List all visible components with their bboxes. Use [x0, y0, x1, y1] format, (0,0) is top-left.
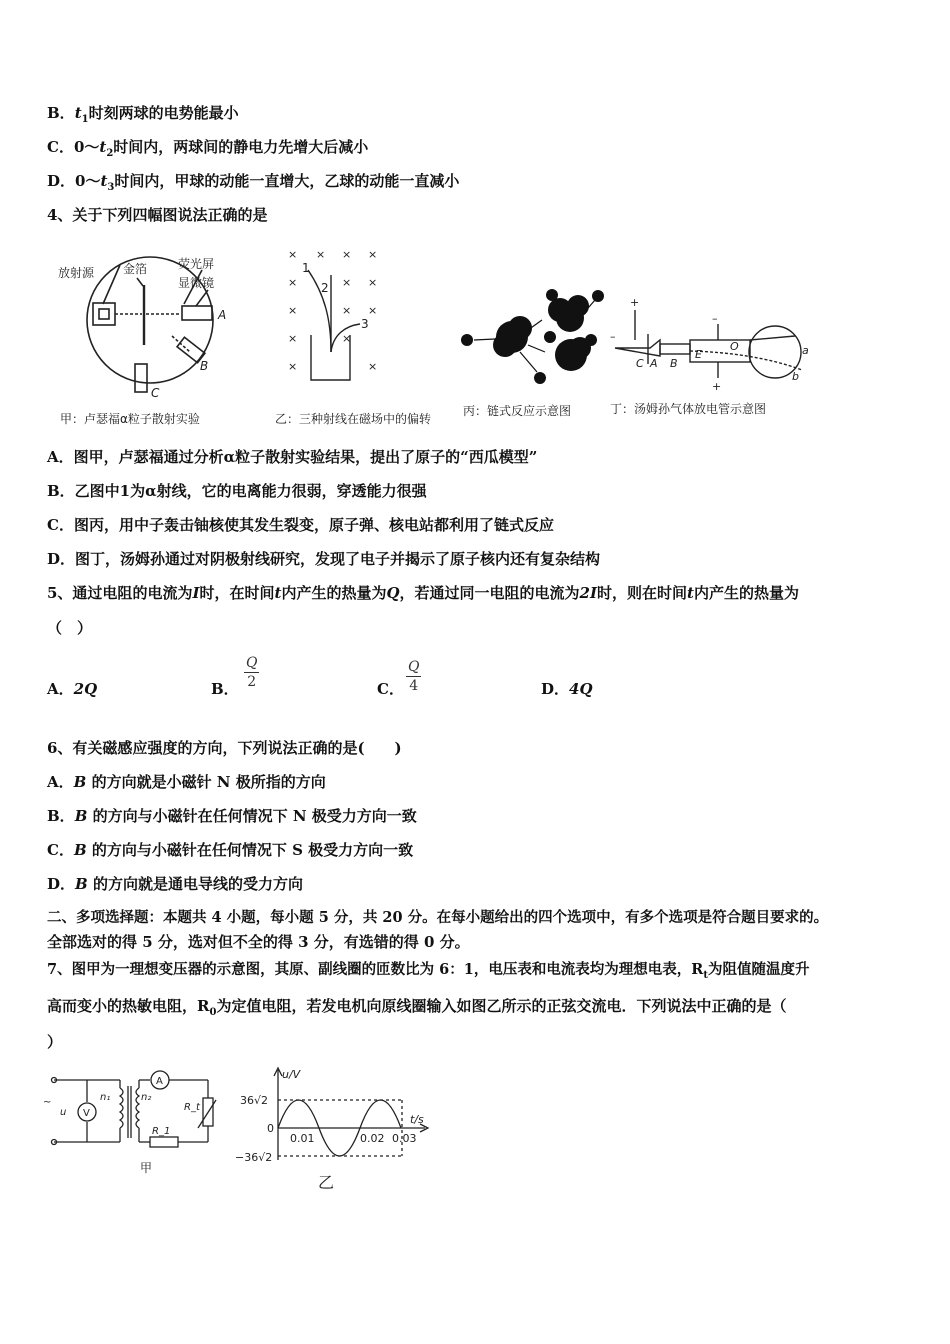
label-foil: 金箔 [123, 262, 148, 276]
graph-yaxis: u/V [282, 1068, 301, 1081]
q3-option-d: D．$0\sim t_3$时间内，甲球的动能一直增大，乙球的动能一直减小 [47, 172, 460, 193]
circuit-rt: R_t [184, 1102, 200, 1113]
svg-text:×: × [342, 304, 352, 317]
label-c: C [151, 386, 160, 400]
q5-paren: （ ） [47, 619, 93, 637]
q7-line2: 高而变小的热敏电阻，$R_0$为定值电阻，若发电机向原线圈输入如图乙所示的正弦交流电．下列说法中正确的是（ [47, 997, 787, 1018]
svg-text:×: × [368, 276, 378, 289]
caption-jia-circuit: 甲 [140, 1161, 153, 1175]
q3-option-b: B．$t_1$时刻两球的电势能最小 [47, 104, 239, 125]
q6-option-a: A．B 的方向就是小磁针 N 极所指的方向 [47, 773, 326, 791]
ding-o: O [730, 340, 739, 353]
ray-3: 3 [361, 317, 369, 331]
ding-plus: + [712, 380, 722, 393]
ding-plus-top: + [630, 296, 640, 309]
ding-b: B [670, 357, 678, 370]
circuit-u: u [60, 1107, 67, 1118]
q6-stem: 6、有关磁感应强度的方向，下列说法正确的是( ) [47, 739, 402, 757]
circuit-voltmeter: V [83, 1108, 90, 1119]
graph-xaxis: t/s [410, 1113, 424, 1126]
circuit-n2: n₂ [141, 1092, 152, 1103]
q4-stem: 4、关于下列四幅图说法正确的是 [47, 206, 268, 224]
circuit-ammeter: A [156, 1076, 163, 1087]
svg-text:×: × [288, 248, 298, 261]
ding-a: A [650, 357, 658, 370]
svg-text:×: × [342, 248, 352, 261]
graph-ymin: −36√2 [235, 1151, 273, 1164]
q5-option-b: B． [211, 680, 239, 698]
ray-2: 2 [321, 281, 329, 295]
q5-option-a: A．2Q [47, 680, 98, 698]
svg-text:×: × [288, 360, 298, 373]
caption-jia: 甲：卢瑟福α粒子散射实验 [60, 412, 200, 425]
ding-minus: – [712, 312, 718, 325]
q5-option-c: C． [377, 680, 404, 698]
ding-minus-left: – [610, 330, 616, 343]
ding-label-b: b [792, 370, 799, 383]
q7-line3: ） [47, 1033, 63, 1051]
circuit-n1: n₁ [100, 1092, 111, 1103]
q3-option-c: C．$0\sim t_2$时间内，两球间的静电力先增大后减小 [47, 138, 369, 159]
q7-line1: 7、图甲为一理想变压器的示意图，其原、副线圈的匝数比为 6：1，电压表和电流表均为理想电表，$R_t$为阻值随温度升 [47, 961, 810, 981]
graph-t1: 0.01 [290, 1132, 315, 1145]
svg-text:×: × [288, 332, 298, 345]
svg-text:×: × [342, 332, 352, 345]
ding-label-a: a [802, 344, 809, 357]
q5-fraction-b: $\frac{Q}{2}$ [246, 655, 258, 690]
circuit-r1: R_1 [152, 1126, 171, 1137]
svg-text:×: × [288, 276, 298, 289]
q4-option-a: A．图甲，卢瑟福通过分析α粒子散射实验结果，提出了原子的“西瓜模型” [47, 448, 538, 466]
caption-yi: 乙：三种射线在磁场中的偏转 [275, 412, 432, 425]
q4-option-d: D．图丁，汤姆孙通过对阴极射线研究，发现了电子并揭示了原子核内还有复杂结构 [47, 550, 601, 568]
label-a: A [218, 308, 227, 322]
section2-line1: 二、多项选择题：本题共 4 小题，每小题 5 分，共 20 分。在每小题给出的四个选项中，有多个选项是符合题目要求的。 [47, 909, 829, 926]
q5-stem: 5、通过电阻的电流为I时，在时间t内产生的热量为Q，若通过同一电阻的电流为2I时，则在时间t内产生的热量为 [47, 584, 799, 602]
caption-ding: 丁：汤姆孙气体放电管示意图 [610, 402, 767, 416]
q4-figures [50, 240, 820, 425]
figure-chain-reaction [461, 289, 604, 384]
figure-sine-graph [274, 1068, 428, 1160]
q5-option-d: D．4Q [541, 680, 593, 698]
svg-text:×: × [342, 276, 352, 289]
svg-text:×: × [368, 248, 378, 261]
q4-option-b: B．乙图中1为α射线，它的电离能力很弱，穿透能力很强 [47, 482, 427, 500]
q7-figures [40, 1060, 440, 1195]
caption-bing: 丙：链式反应示意图 [463, 404, 572, 418]
svg-text:×: × [368, 360, 378, 373]
caption-yi-graph: 乙 [318, 1173, 335, 1192]
q6-option-b: B．B 的方向与小磁针在任何情况下 N 极受力方向一致 [47, 807, 417, 825]
label-b: B [200, 359, 209, 373]
graph-t2: 0.02 [360, 1132, 385, 1145]
q6-option-d: D．B 的方向就是通电导线的受力方向 [47, 875, 303, 893]
graph-t3: 0.03 [392, 1132, 417, 1145]
ding-c: C [636, 357, 644, 370]
label-microscope: 显微镜 [178, 276, 215, 290]
graph-ymax: 36√2 [240, 1094, 269, 1107]
svg-text:×: × [316, 248, 326, 261]
svg-text:×: × [288, 304, 298, 317]
svg-text:×: × [368, 304, 378, 317]
q6-option-c: C．B 的方向与小磁针在任何情况下 S 极受力方向一致 [47, 841, 414, 859]
label-source: 放射源 [58, 266, 95, 280]
section2-line2: 全部选对的得 5 分，选对但不全的得 3 分，有选错的得 0 分。 [47, 933, 470, 951]
ding-e: E [695, 348, 702, 361]
label-screen: 荧光屏 [178, 257, 215, 271]
ray-1: 1 [302, 261, 310, 275]
graph-zero: 0 [267, 1122, 274, 1135]
circuit-tilde: ~ [43, 1097, 52, 1108]
q5-fraction-c: $\frac{Q}{4}$ [408, 659, 420, 694]
q4-option-c: C．图丙，用中子轰击铀核使其发生裂变，原子弹、核电站都利用了链式反应 [47, 516, 554, 534]
